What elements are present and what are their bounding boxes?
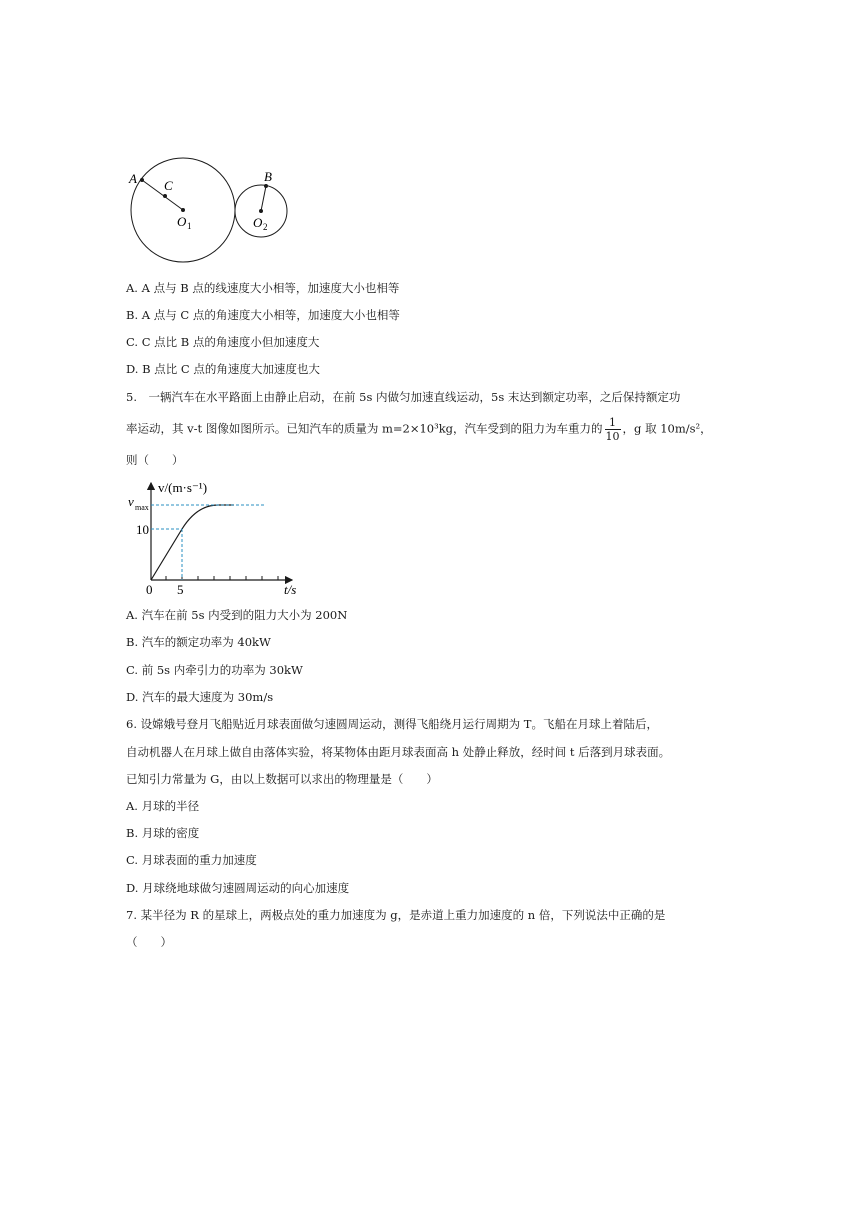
circles-figure (120, 150, 300, 270)
label-a: A (129, 171, 137, 186)
x-axis-label: t/s (284, 582, 297, 597)
label-c: C (164, 178, 173, 193)
q5-option-a: A. 汽车在前 5s 内受到的阻力大小为 200N (126, 608, 348, 622)
label-o1: O (177, 214, 187, 229)
q4-option-a: A. A 点与 B 点的线速度大小相等，加速度大小也相等 (126, 281, 400, 295)
point-o2 (259, 209, 263, 213)
q5-stem-line2 (126, 416, 712, 443)
q5-stem-line3: 则（ ） (126, 453, 184, 467)
label-o2: O (253, 215, 263, 230)
q4-option-b: B. A 点与 C 点的角速度大小相等，加速度大小也相等 (126, 308, 400, 322)
q4-option-d: D. B 点比 C 点的角速度大加速度也大 (126, 362, 320, 376)
q6-stem-line3: 已知引力常量为 G，由以上数据可以求出的物理量是（ ） (126, 772, 438, 786)
q5-stem-line2-b: ，g 取 10m/s²， (622, 421, 712, 436)
q7-stem-line1: 7. 某半径为 R 的星球上，两极点处的重力加速度为 g，是赤道上重力加速度的 n 倍，下列说法中正确的是 (126, 908, 666, 922)
point-a (140, 178, 144, 182)
tick-5-label: 5 (177, 582, 184, 597)
q6-option-c: C. 月球表面的重力加速度 (126, 853, 257, 867)
q5-stem-line2-a: 率运动，其 v-t 图像如图所示。已知汽车的质量为 m=2×10³kg，汽车受到的阻力为车重力的 (126, 421, 603, 436)
q5-option-c: C. 前 5s 内牵引力的功率为 30kW (126, 663, 303, 677)
point-b (264, 184, 268, 188)
tick-10-label: 10 (136, 522, 149, 537)
q5-option-b: B. 汽车的额定功率为 40kW (126, 635, 271, 649)
label-o1-sub: 1 (187, 221, 192, 231)
vmax-sub: max (135, 503, 149, 512)
velocity-curve (151, 505, 234, 580)
q6-stem-line2: 自动机器人在月球上做自由落体实验，将某物体由距月球表面高 h 处静止释放，经时间 t 后落到月球表面。 (126, 745, 671, 759)
point-o1 (181, 208, 185, 212)
q7-stem-line2: （ ） (126, 935, 172, 949)
radius-o2-b (261, 186, 266, 211)
fraction-numerator: 1 (605, 416, 621, 430)
q4-option-c: C. C 点比 B 点的角速度小但加速度大 (126, 335, 320, 349)
vmax-label: v (128, 494, 134, 509)
y-axis-label: v/(m·s⁻¹) (158, 480, 208, 495)
label-o2-sub: 2 (263, 222, 268, 232)
q5-stem-line1: 5. 一辆汽车在水平路面上由静止启动，在前 5s 内做匀加速直线运动，5s 末达到额定功率，之后保持额定功 (126, 390, 681, 404)
fraction-denominator: 10 (605, 430, 620, 443)
label-b: B (264, 169, 272, 184)
q6-option-b: B. 月球的密度 (126, 826, 200, 840)
point-c (163, 194, 167, 198)
q6-option-a: A. 月球的半径 (126, 799, 200, 813)
origin-label: 0 (146, 582, 153, 597)
q6-option-d: D. 月球绕地球做匀速圆周运动的向心加速度 (126, 881, 350, 895)
fraction-one-tenth (605, 416, 621, 443)
vt-graph (120, 475, 320, 600)
radius-o1-a (142, 180, 183, 210)
q6-stem-line1: 6. 设嫦娥号登月飞船贴近月球表面做匀速圆周运动，测得飞船绕月运行周期为 T。飞船在月球上着陆后， (126, 717, 658, 731)
q5-option-d: D. 汽车的最大速度为 30m/s (126, 690, 274, 704)
